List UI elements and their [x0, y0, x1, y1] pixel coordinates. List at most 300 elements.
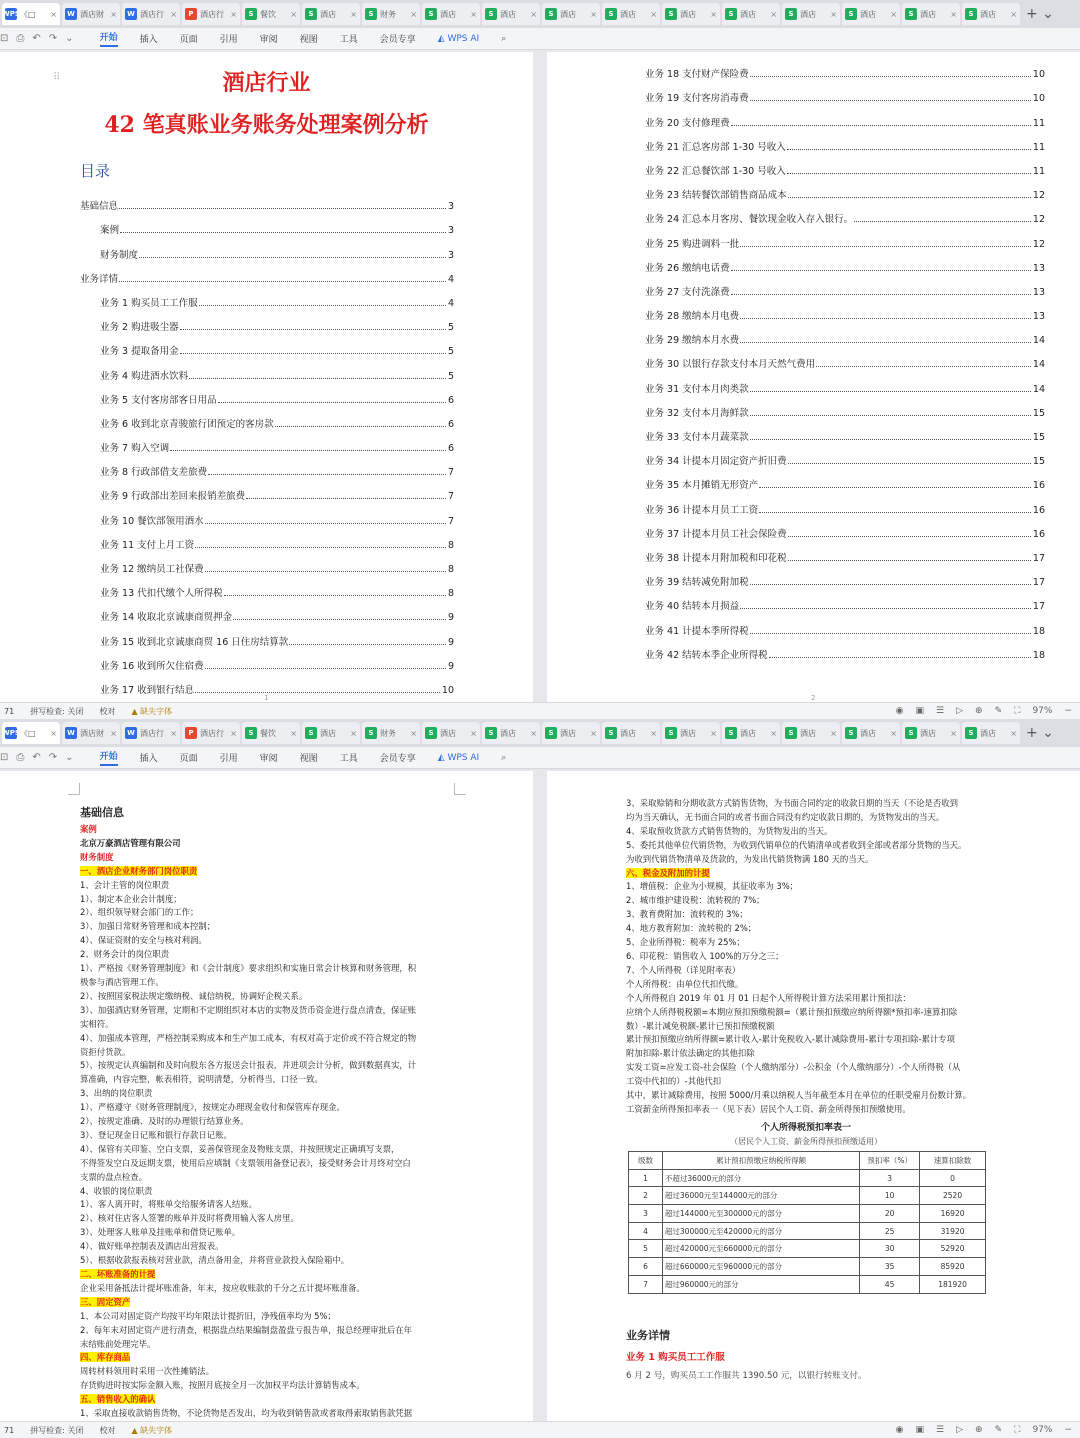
tab-document[interactable] [782, 3, 840, 25]
table-cell: 7 [629, 1275, 663, 1293]
close-icon[interactable]: × [890, 728, 897, 738]
zoom-out-icon[interactable]: − [1064, 1425, 1072, 1435]
toc-leader [246, 498, 446, 499]
close-icon[interactable]: × [590, 9, 597, 19]
toc-entry[interactable] [80, 309, 454, 333]
toc-entry-text: 业务 5 支付客房部客日用品 [100, 394, 217, 406]
toc-entry-text: 业务 12 缴纳员工社保费 [100, 564, 204, 575]
document-type-icon: S [305, 8, 317, 20]
tab-label: 财务 [380, 728, 396, 738]
menu-review[interactable]: 审阅 [259, 35, 278, 45]
toc-entry-text: 业务 28 缴纳本月电费 [645, 311, 740, 323]
close-icon[interactable]: × [110, 728, 117, 738]
table-cell: 45 [860, 1275, 920, 1293]
document-type-icon: S [365, 727, 377, 739]
text-span: 3）、加强酒店财务管理，定期和不定期组织对本店的实物及货币资金进行盘点清查，保证账 [80, 1004, 417, 1015]
close-icon[interactable]: × [950, 9, 957, 19]
toc-entry[interactable] [645, 346, 1045, 370]
toc-leader [275, 426, 446, 427]
toc-entry[interactable] [645, 177, 1045, 201]
proof-button[interactable]: 校对 [99, 1425, 116, 1435]
tab-document[interactable] [242, 722, 300, 744]
text-line [626, 1061, 1006, 1075]
tab-document[interactable] [482, 3, 540, 25]
close-icon[interactable]: × [50, 728, 57, 738]
page-indicator[interactable]: 71 [4, 706, 15, 716]
toc-entry[interactable] [645, 637, 1045, 661]
toc-entry-page: 3 [447, 249, 454, 261]
tab-document[interactable] [542, 722, 600, 744]
play-icon[interactable]: ▷ [956, 1425, 964, 1435]
print-icon[interactable]: ⎙ [16, 33, 25, 44]
text-line [80, 1004, 460, 1018]
toc-entry[interactable] [645, 564, 1045, 588]
document-area [0, 50, 1080, 702]
toc-entry[interactable] [80, 478, 454, 502]
close-icon[interactable]: × [50, 9, 57, 19]
toc-entry[interactable] [80, 406, 454, 430]
table-cell: 超过960000元的部分 [662, 1275, 859, 1293]
toc-entry[interactable] [645, 491, 1045, 515]
tab-document[interactable] [182, 722, 240, 744]
toc-leader [787, 149, 1031, 150]
tab-document[interactable] [302, 722, 360, 744]
tab-label: 酒店 [500, 9, 516, 19]
toc-entry-text: 业务 19 支付客房消毒费 [645, 93, 749, 105]
list-view-icon[interactable]: ☰ [936, 706, 945, 716]
text-span: 5）、根据收款报表核对营业款，清点备用金，并将营业款投入保险箱中。 [80, 1255, 350, 1266]
text-line [80, 1226, 460, 1240]
tab-label: 酒店 [560, 9, 576, 19]
table-cell: 3 [860, 1169, 920, 1187]
close-icon[interactable]: × [110, 9, 117, 19]
menu-view[interactable]: 视图 [299, 35, 318, 45]
tab-document[interactable] [902, 3, 960, 25]
text-line [626, 936, 1006, 950]
zoom-out-icon[interactable]: − [1064, 706, 1072, 716]
menu-member[interactable]: 会员专享 [379, 754, 416, 764]
toc-entry[interactable] [645, 56, 1045, 80]
toc-entry[interactable] [80, 188, 454, 212]
document-type-icon: W [125, 8, 137, 20]
document-type-icon: S [965, 8, 977, 20]
wps-ai-icon: ◭ [437, 33, 448, 44]
toc-entry[interactable] [645, 274, 1045, 298]
tab-document[interactable] [62, 722, 120, 744]
toc-entry-page: 10 [1032, 69, 1045, 81]
close-icon[interactable]: × [470, 9, 477, 19]
wps-ai-button[interactable] [438, 34, 480, 44]
toc-leader [195, 692, 440, 693]
text-span: 累计预扣预缴应纳所得额=累计收入-累计免税收入-累计减除费用-累计专项扣除-累计专项 [626, 1034, 955, 1045]
close-icon[interactable]: × [1010, 9, 1017, 19]
close-icon[interactable]: × [650, 9, 657, 19]
document-type-icon: WPS [2, 729, 20, 737]
text-line [80, 837, 460, 851]
toc-entry[interactable] [80, 261, 454, 285]
text-line [626, 1103, 1006, 1117]
toc-entry-page: 15 [1032, 407, 1045, 419]
toc-entry[interactable] [645, 467, 1045, 491]
table-cell: 181920 [920, 1275, 986, 1293]
page-number: 2 [811, 694, 816, 702]
tab-label: 酒店 [320, 9, 336, 19]
text-line [80, 1324, 460, 1338]
toc-entry[interactable] [80, 551, 454, 575]
tab-document[interactable] [362, 722, 420, 744]
highlighted-heading: 六、税金及附加的计提 [626, 867, 710, 878]
tab-document[interactable] [902, 722, 960, 744]
menu-home[interactable]: 开始 [100, 749, 118, 766]
tab-document[interactable] [662, 722, 720, 744]
text-span: 5）、按规定认真编制和及时向股东各方报送会计报表，并进项会计分析，做到数据真实，计 [80, 1060, 417, 1071]
page-4 [547, 771, 1080, 1421]
toc-entry[interactable] [80, 648, 454, 672]
print-icon[interactable]: ⎙ [16, 752, 25, 763]
tab-document[interactable] [782, 722, 840, 744]
text-line [80, 990, 460, 1004]
toc-entry-page: 12 [1032, 190, 1045, 202]
close-icon[interactable]: × [830, 9, 837, 19]
fit-icon[interactable]: ⛶ [1014, 1425, 1021, 1435]
toc-entry[interactable] [645, 153, 1045, 177]
spell-check-status[interactable]: 拼写检查: 关闭 [30, 1425, 84, 1435]
close-icon[interactable]: × [530, 728, 537, 738]
tab-document[interactable] [662, 3, 720, 25]
close-icon[interactable]: × [290, 9, 297, 19]
toc-leader [759, 487, 1031, 488]
redo-icon[interactable]: ↷ [48, 33, 58, 44]
toc-entry-text: 业务 8 行政部借支差旅费 [100, 467, 208, 479]
table-cell: 超过420000元至660000元的部分 [662, 1240, 859, 1258]
pen-icon[interactable]: ✎ [994, 706, 1003, 716]
menu-view[interactable]: 视图 [299, 754, 318, 764]
table-cell: 2520 [920, 1187, 986, 1205]
toc-entry-text: 业务 24 汇总本月客房、餐饮现金收入存入银行。 [645, 214, 854, 226]
highlighted-heading: 三、固定资产 [80, 1296, 131, 1307]
save-icon[interactable]: ⊡ [0, 752, 9, 763]
tab-document[interactable] [482, 722, 540, 744]
search-icon[interactable]: ⌕ [501, 33, 507, 44]
document-type-icon: S [545, 727, 557, 739]
toc-entry-text: 基础信息 [80, 201, 119, 213]
toc-entry-text: 业务 25 购进调料一批 [645, 238, 740, 250]
toc-entry[interactable] [645, 322, 1045, 346]
play-icon[interactable]: ▷ [956, 706, 964, 716]
chevron-down-icon[interactable]: ⌄ [65, 752, 74, 763]
business-1-text: 6 月 2 号，购买员工工作服共 1390.50 元，以银行转账支付。 [626, 1371, 867, 1381]
menu-tools[interactable]: 工具 [339, 754, 358, 764]
toc-entry[interactable] [645, 540, 1045, 564]
toc-entry[interactable] [645, 80, 1045, 104]
text-span: 4）、做好账单控制表及酒店出营报表。 [80, 1241, 224, 1252]
page-3-body [80, 803, 460, 1421]
eye-icon[interactable]: ◉ [895, 1425, 904, 1435]
toc-entry[interactable] [645, 395, 1045, 419]
toc-entry[interactable] [80, 502, 454, 526]
menu-review[interactable]: 审阅 [259, 754, 278, 764]
zoom-level[interactable]: 97% [1032, 706, 1053, 716]
toc-entry-text: 业务 1 购买员工工作服 [100, 297, 198, 309]
menu-tools[interactable]: 工具 [339, 35, 358, 45]
tab-document[interactable] [842, 722, 900, 744]
tab-document[interactable] [962, 3, 1020, 25]
toc-entry[interactable] [80, 357, 454, 381]
tab-document[interactable] [2, 722, 60, 744]
close-icon[interactable]: × [410, 728, 417, 738]
toc-entry[interactable] [80, 430, 454, 454]
toc-leader [759, 512, 1031, 513]
globe-icon[interactable]: ⊕ [975, 706, 983, 716]
tab-document[interactable] [2, 3, 60, 25]
toc-leader [816, 366, 1031, 367]
toc-leader [195, 547, 446, 548]
tab-label: 酒店 [440, 728, 456, 738]
document-type-icon: W [65, 8, 77, 20]
margin-mark [68, 783, 80, 795]
toc-entry-page: 17 [1032, 601, 1045, 613]
toc-entry-page: 3 [447, 225, 454, 237]
toc-entry[interactable] [80, 333, 454, 357]
toc-entry-text: 业务 21 汇总客房部 1-30 号收入 [645, 141, 786, 153]
tab-document[interactable] [182, 3, 240, 25]
add-tab-icon[interactable]: + ⌄ [1026, 725, 1054, 741]
menu-member[interactable]: 会员专享 [379, 35, 416, 45]
toc-leader [854, 221, 1031, 222]
toc-entry[interactable] [80, 212, 454, 236]
tab-document[interactable] [542, 3, 600, 25]
document-type-icon: S [725, 727, 737, 739]
warning-icon: ▲ [131, 1425, 141, 1435]
close-icon[interactable]: × [470, 728, 477, 738]
table-header-cell: 速算扣除数 [920, 1152, 986, 1170]
redo-icon[interactable]: ↷ [48, 752, 58, 763]
section-heading: 案例 [80, 824, 97, 834]
status-right [896, 1425, 1072, 1435]
tab-label: 酒店 [560, 728, 576, 738]
wps-ai-button[interactable] [438, 753, 480, 763]
toc-entry[interactable] [645, 298, 1045, 322]
close-icon[interactable]: × [710, 9, 717, 19]
close-icon[interactable]: × [950, 728, 957, 738]
drag-handle-icon[interactable]: ⠿ [53, 72, 61, 83]
page-view-icon[interactable]: ▣ [915, 706, 925, 716]
toc-entry[interactable] [645, 225, 1045, 249]
zoom-level[interactable]: 97% [1032, 1425, 1053, 1435]
text-span: 5、企业所得税：税率为 25%； [626, 937, 745, 948]
close-icon[interactable]: × [230, 9, 237, 19]
tab-document[interactable] [722, 3, 780, 25]
eye-icon[interactable]: ◉ [895, 706, 904, 716]
tab-document[interactable] [122, 722, 180, 744]
toc-entry-page: 4 [447, 297, 454, 309]
text-line [80, 879, 460, 893]
missing-font-label: 缺失字体 [140, 706, 173, 716]
tab-document[interactable] [302, 3, 360, 25]
toc-entry[interactable] [80, 382, 454, 406]
tax-table-title: 个人所得税预扣率表一 [760, 1123, 851, 1133]
toc-entry[interactable] [80, 599, 454, 623]
close-icon[interactable]: × [410, 9, 417, 19]
table-cell: 52920 [920, 1240, 986, 1258]
missing-font-button[interactable] [131, 1425, 172, 1436]
spell-check-status[interactable]: 拼写检查: 关闭 [30, 706, 84, 716]
toc-entry[interactable] [645, 419, 1045, 443]
text-span: 个人所得税自 2019 年 01 月 01 日起个人所得税计算方法采用累计预扣法： [626, 992, 911, 1003]
close-icon[interactable]: × [350, 9, 357, 19]
toc-entry[interactable] [645, 516, 1045, 540]
globe-icon[interactable]: ⊕ [975, 1425, 983, 1435]
tab-document[interactable] [242, 3, 300, 25]
tab-label: 餐饮 [260, 9, 276, 19]
table-row [629, 1258, 986, 1276]
menu-reference[interactable]: 引用 [219, 754, 238, 764]
toc-entry[interactable] [80, 575, 454, 599]
undo-icon[interactable]: ↶ [32, 33, 41, 44]
text-line [80, 1171, 460, 1185]
tab-document[interactable] [962, 722, 1020, 744]
tab-document[interactable] [602, 722, 660, 744]
document-type-icon: S [905, 727, 917, 739]
toc-entry[interactable] [80, 454, 454, 478]
missing-font-button[interactable] [131, 706, 172, 717]
table-cell: 85920 [920, 1258, 986, 1276]
close-icon[interactable]: × [770, 9, 777, 19]
wps-ai-label: WPS AI [447, 752, 480, 763]
toc-entry-text: 业务 30 以银行存款支付本月天然气费用 [645, 359, 816, 371]
text-line [626, 950, 1006, 964]
undo-icon[interactable]: ↶ [32, 752, 41, 763]
text-line [80, 1310, 460, 1324]
toc-entry[interactable] [80, 236, 454, 260]
close-icon[interactable]: × [830, 728, 837, 738]
close-icon[interactable]: × [350, 728, 357, 738]
close-icon[interactable]: × [530, 9, 537, 19]
toc-entry[interactable] [80, 623, 454, 647]
page-indicator[interactable]: 71 [4, 1425, 15, 1435]
toc-entry[interactable] [645, 370, 1045, 394]
toc-entry[interactable] [645, 612, 1045, 636]
tab-document[interactable] [842, 3, 900, 25]
text-span: 存货购进时按实际金额入账，按照月底按全月一次加权平均法计算销售成本。 [80, 1380, 365, 1391]
toc-entry-text: 业务 7 购入空调 [100, 443, 170, 455]
tab-document[interactable] [422, 722, 480, 744]
text-line [80, 1365, 460, 1379]
document-type-icon: S [845, 727, 857, 739]
toc-entry[interactable] [80, 527, 454, 551]
page-view-icon[interactable]: ▣ [915, 1425, 925, 1435]
toc-list-1 [80, 188, 454, 696]
pen-icon[interactable]: ✎ [994, 1425, 1003, 1435]
toc-entry-text: 业务 34 计提本月固定资产折旧费 [645, 456, 787, 468]
close-icon[interactable]: × [1010, 728, 1017, 738]
toc-entry[interactable] [645, 104, 1045, 128]
tab-document[interactable] [602, 3, 660, 25]
toc-entry-text: 业务 20 支付修理费 [645, 117, 730, 129]
text-line [80, 1143, 460, 1157]
text-line [626, 908, 1006, 922]
tab-document[interactable] [122, 3, 180, 25]
toc-entry[interactable] [645, 129, 1045, 153]
menu-home[interactable]: 开始 [100, 30, 118, 47]
tab-document[interactable] [362, 3, 420, 25]
text-span: 工资薪金所得预扣率表一（见下表）居民个人工资、薪金所得预扣预缴使用。 [626, 1103, 911, 1114]
close-icon[interactable]: × [650, 728, 657, 738]
search-icon[interactable]: ⌕ [501, 752, 507, 763]
text-span: 1）、严格按《财务管理制度》和《会计制度》要求组织和实施日常会计核算和财务管理，积 [80, 963, 417, 974]
menu-page[interactable]: 页面 [179, 754, 198, 764]
close-icon[interactable]: × [170, 9, 177, 19]
tab-label: 酒店 [980, 9, 996, 19]
toc-entry[interactable] [80, 285, 454, 309]
table-cell: 2 [629, 1187, 663, 1205]
close-icon[interactable]: × [710, 728, 717, 738]
toc-entry[interactable] [80, 672, 454, 696]
toc-entry-text: 业务 2 购进吸尘器 [100, 322, 179, 334]
save-icon[interactable]: ⊡ [0, 33, 9, 44]
toc-entry[interactable] [645, 588, 1045, 612]
toc-entry[interactable] [645, 443, 1045, 467]
warning-icon: ▲ [131, 706, 141, 716]
text-line [80, 893, 460, 907]
tab-label: 酒店 [800, 728, 816, 738]
toc-entry[interactable] [645, 250, 1045, 274]
toc-leader [189, 378, 446, 379]
text-span: 4）、保管有关印鉴、空白支票，妥善保管现金及物账支票，并按照规定正确填写支票， [80, 1143, 400, 1154]
tab-document[interactable] [422, 3, 480, 25]
close-icon[interactable]: × [770, 728, 777, 738]
text-line [80, 1240, 460, 1254]
table-cell: 16920 [920, 1205, 986, 1223]
text-span: 3、教育费附加：流转税的 3%； [626, 909, 748, 920]
toc-entry-page: 10 [1032, 93, 1045, 105]
toc-entry-text: 业务 35 本月摊销无形资产 [645, 480, 759, 492]
close-icon[interactable]: × [290, 728, 297, 738]
toc-leader [180, 353, 446, 354]
document-type-icon: S [665, 727, 677, 739]
add-tab-icon[interactable]: + ⌄ [1026, 6, 1054, 22]
list-view-icon[interactable]: ☰ [936, 1425, 945, 1435]
menu-insert[interactable]: 插入 [139, 35, 158, 45]
menu-page[interactable]: 页面 [179, 35, 198, 45]
close-icon[interactable]: × [230, 728, 237, 738]
close-icon[interactable]: × [590, 728, 597, 738]
menu-insert[interactable]: 插入 [139, 754, 158, 764]
text-span: 应纳个人所得税税额=本期应预扣预缴税额=（累计预扣预缴应纳所得额*预扣率-速算扣除 [626, 1006, 958, 1017]
toc-leader [208, 474, 446, 475]
tab-document[interactable] [62, 3, 120, 25]
tab-document[interactable] [722, 722, 780, 744]
chevron-down-icon[interactable]: ⌄ [65, 33, 74, 44]
text-span: 1、本公司对固定资产均按平均年限法计提折旧，净残值率均为 5%； [80, 1310, 336, 1321]
tab-label: 酒店 [620, 9, 636, 19]
table-row [629, 1205, 986, 1223]
close-icon[interactable]: × [170, 728, 177, 738]
text-line [80, 1157, 460, 1171]
toc-leader [750, 76, 1031, 77]
text-span: 为收到代销货物清单及货款的，为发出代销货物满 180 天的当天。 [626, 853, 874, 864]
proof-button[interactable]: 校对 [99, 706, 116, 716]
fit-icon[interactable]: ⛶ [1014, 706, 1021, 716]
quick-tools [0, 752, 82, 763]
tab-label: 酒店 [920, 728, 936, 738]
text-line [80, 1296, 460, 1310]
close-icon[interactable]: × [890, 9, 897, 19]
toc-entry[interactable] [645, 201, 1045, 225]
menu-reference[interactable]: 引用 [219, 35, 238, 45]
toc-entry-text: 业务 38 计提本月附加税和印花税 [645, 552, 787, 564]
text-line [626, 811, 1006, 825]
